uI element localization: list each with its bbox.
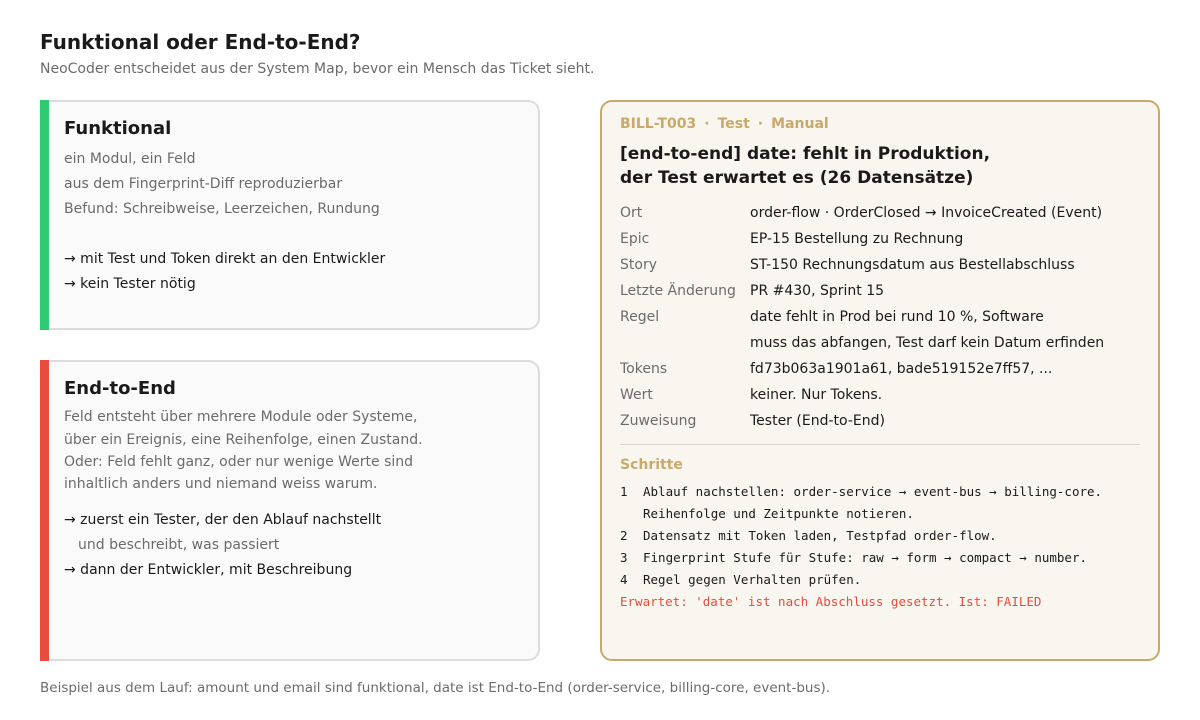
functional-line: ein Modul, ein Feld bbox=[64, 151, 196, 167]
e2e-line: Feld entsteht über mehrere Module oder Systeme, bbox=[64, 409, 418, 425]
ticket-id: BILL-T003 bbox=[620, 116, 697, 132]
field-value-story: ST-150 Rechnungsdatum aus Bestellabschluss bbox=[750, 257, 1075, 273]
ticket-title bbox=[620, 142, 990, 190]
steps-title: Schritte bbox=[620, 457, 683, 473]
step-text: Regel gegen Verhalten prüfen. bbox=[643, 572, 862, 587]
field-label-ort: Ort bbox=[620, 205, 643, 221]
functional-card-title: Funktional bbox=[64, 118, 172, 139]
field-value-last-change: PR #430, Sprint 15 bbox=[750, 283, 885, 299]
e2e-action: → zuerst ein Tester, der den Ablauf nachstellt bbox=[64, 512, 382, 528]
meta-separator: · bbox=[704, 116, 710, 132]
ticket-title-line: [end-to-end] date: fehlt in Produktion, bbox=[620, 144, 991, 164]
field-label-rule: Regel bbox=[620, 309, 660, 325]
test-result: Erwartet: 'date' ist nach Abschluss gesetzt. Ist: FAILED bbox=[620, 594, 1042, 609]
functional-accent-bar bbox=[40, 100, 49, 330]
field-value-rule-cont: muss das abfangen, Test darf kein Datum erfinden bbox=[750, 335, 1105, 351]
field-label-last-change: Letzte Änderung bbox=[620, 283, 736, 299]
functional-action: → mit Test und Token direkt an den Entwickler bbox=[64, 251, 386, 267]
e2e-line: inhaltlich anders und niemand weiss warum. bbox=[64, 476, 378, 492]
functional-action: → kein Tester nötig bbox=[64, 276, 196, 292]
step-text: Ablauf nachstellen: order-service → event-bus → billing-core. bbox=[643, 484, 1103, 499]
e2e-accent-bar bbox=[40, 360, 49, 661]
page-subtitle: NeoCoder entscheidet aus der System Map, bevor ein Mensch das Ticket sieht. bbox=[40, 61, 595, 77]
footer-note: Beispiel aus dem Lauf: amount und email sind funktional, date ist End-to-End (order-service, billing-core, event-bus). bbox=[40, 680, 831, 696]
field-value-assignment: Tester (End-to-End) bbox=[750, 413, 885, 429]
e2e-card-title: End-to-End bbox=[64, 378, 176, 399]
step-text-continuation: Reihenfolge und Zeitpunkte notieren. bbox=[643, 506, 914, 521]
ticket-title-line: der Test erwartet es (26 Datensätze) bbox=[620, 168, 974, 188]
ticket-divider bbox=[620, 444, 1140, 445]
step-number: 4 bbox=[620, 572, 628, 587]
field-value-tokens: fd73b063a1901a61, bade519152e7ff57, ... bbox=[750, 361, 1053, 377]
step-text: Fingerprint Stufe für Stufe: raw → form → compact → number. bbox=[643, 550, 1088, 565]
field-value-value: keiner. Nur Tokens. bbox=[750, 387, 883, 403]
e2e-line: Oder: Feld fehlt ganz, oder nur wenige Werte sind bbox=[64, 454, 414, 470]
e2e-line: über ein Ereignis, eine Reihenfolge, einen Zustand. bbox=[64, 432, 423, 448]
field-label-value: Wert bbox=[620, 387, 653, 403]
step-number: 1 bbox=[620, 484, 628, 499]
field-value-ort: order-flow · OrderClosed → InvoiceCreated (Event) bbox=[750, 205, 1103, 221]
functional-card bbox=[40, 100, 540, 330]
field-label-epic: Epic bbox=[620, 231, 650, 247]
step-number: 3 bbox=[620, 550, 628, 565]
field-value-epic: EP-15 Bestellung zu Rechnung bbox=[750, 231, 964, 247]
ticket-kind: Test bbox=[717, 116, 750, 132]
e2e-action-continuation: und beschreibt, was passiert bbox=[78, 537, 280, 553]
field-label-assignment: Zuweisung bbox=[620, 413, 697, 429]
ticket-mode: Manual bbox=[771, 116, 829, 132]
field-label-tokens: Tokens bbox=[620, 361, 668, 377]
ticket-meta bbox=[620, 116, 829, 132]
page-title: Funktional oder End-to-End? bbox=[40, 30, 361, 54]
meta-separator: · bbox=[757, 116, 764, 132]
ticket-card bbox=[600, 100, 1160, 661]
field-label-story: Story bbox=[620, 257, 657, 273]
e2e-card bbox=[40, 360, 540, 661]
functional-line: Befund: Schreibweise, Leerzeichen, Rundung bbox=[64, 201, 380, 217]
e2e-action: → dann der Entwickler, mit Beschreibung bbox=[64, 562, 353, 578]
functional-line: aus dem Fingerprint-Diff reproduzierbar bbox=[64, 176, 343, 192]
step-text: Datensatz mit Token laden, Testpfad order-flow. bbox=[643, 528, 997, 543]
field-value-rule: date fehlt in Prod bei rund 10 %, Software bbox=[750, 309, 1044, 325]
step-number: 2 bbox=[620, 528, 628, 543]
